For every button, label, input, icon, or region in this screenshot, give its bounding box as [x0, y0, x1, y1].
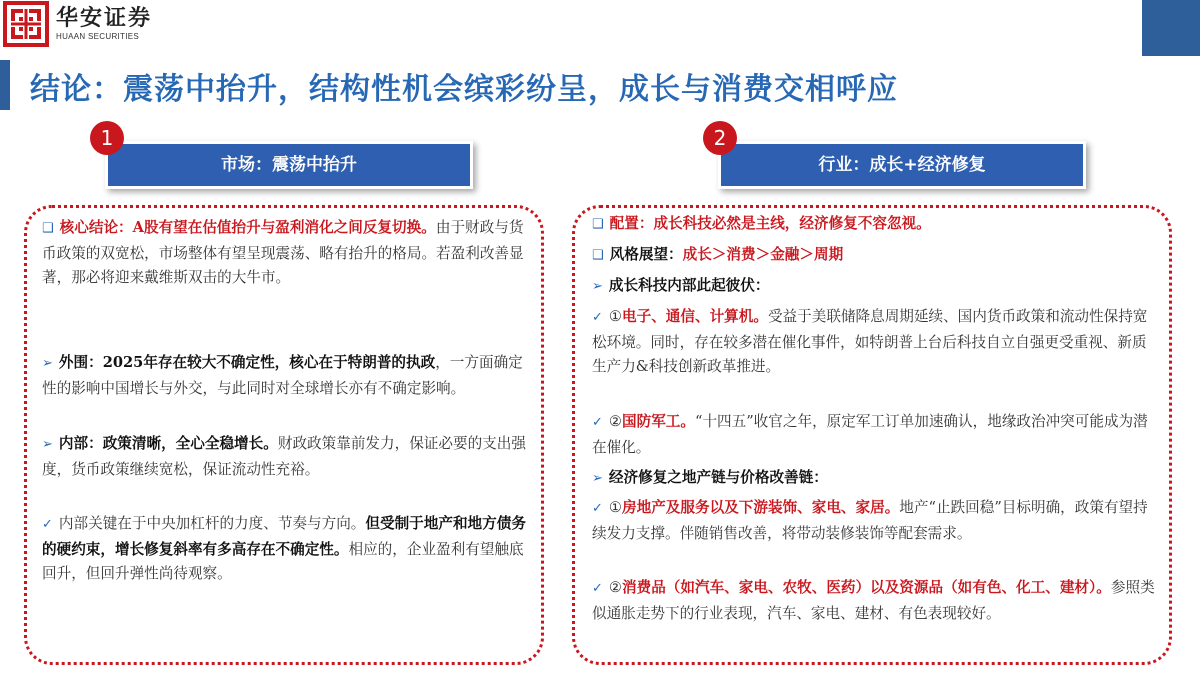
page-title: 结论：震荡中抬升，结构性机会缤彩纷呈，成长与消费交相呼应 [30, 72, 898, 107]
brand-name: 华安证券 [56, 5, 153, 31]
right-paragraph-4: ✓ ①电子、通信、计算机。受益于美联储降息周期延续、国内货币政策和流动性保持宽松环境。同时，存在较多潜在催化事件，如特朗普上台后科技自立自强更受重视、新质生产力&科技创新政革推进。 [592, 308, 1148, 375]
corner-accent [1142, 0, 1200, 56]
left-paragraph-1: ❑ 核心结论：A股有望在估值抬升与盈利消化之间反复切换。由于财政与货币政策的双宽松，市场整体有望呈现震荡、略有抬升的格局。若盈利改善显著，那必将迎来戴维斯双击的大牛市。 [42, 219, 524, 286]
brand [56, 4, 152, 41]
square-bullet-icon: ❑ [42, 221, 54, 236]
right-paragraph-5: ✓ ②国防军工。“十四五”收官之年，原定军工订单加速确认，地缘政治冲突可能成为潜在催化。 [592, 413, 1148, 456]
arrow-bullet-icon: ➢ [42, 437, 53, 452]
right-paragraph-7: ✓ ①房地产及服务以及下游装饰、家电、家居。地产“止跌回稳”目标明确，政策有望持续发力支撑。伴随销售改善，将带动装修装饰等配套需求。 [592, 499, 1148, 542]
left-paragraph-4: ✓ 内部关键在于中央加杠杆的力度、节奏与方向。但受制于地产和地方债务的硬约束，增长修复斜率有多高存在不确定性。相应的，企业盈利有望触底回升，但回升弹性尚待观察。 [42, 515, 526, 582]
right-paragraph-8: ✓ ②消费品（如汽车、家电、农牧、医药）以及资源品（如有色、化工、建材）。参照类似通胀走势下的行业表现，汽车、家电、建材、有色表现较好。 [592, 579, 1155, 622]
left-paragraph-3: ➢ 内部：政策清晰，全心全稳增长。财政政策靠前发力，保证必要的支出强度，货币政策继续宽松，保证流动性充裕。 [42, 435, 526, 478]
right-badge: 2 [703, 121, 737, 155]
arrow-bullet-icon: ➢ [592, 279, 603, 294]
right-paragraph-2: ❑ 风格展望：成长＞消费＞金融＞周期 [592, 246, 844, 263]
square-bullet-icon: ❑ [592, 248, 604, 263]
right-header: 行业：成长+经济修复 [718, 141, 1086, 189]
check-bullet-icon: ✓ [592, 581, 603, 596]
check-bullet-icon: ✓ [592, 310, 603, 325]
arrow-bullet-icon: ➢ [42, 356, 53, 371]
title-accent-bar [0, 60, 10, 110]
left-badge: 1 [90, 121, 124, 155]
check-bullet-icon: ✓ [592, 415, 603, 430]
square-bullet-icon: ❑ [592, 217, 604, 232]
check-bullet-icon: ✓ [592, 501, 603, 516]
huaan-logo-icon [2, 0, 50, 48]
arrow-bullet-icon: ➢ [592, 471, 603, 486]
left-paragraph-2: ➢ 外围：2025年存在较大不确定性，核心在于特朗普的执政，一方面确定性的影响中国增长与外交，与此同时对全球增长亦有不确定影响。 [42, 354, 523, 397]
right-paragraph-3: ➢ 成长科技内部此起彼伏： [592, 277, 770, 294]
right-paragraph-1: ❑ 配置：成长科技必然是主线，经济修复不容忽视。 [592, 215, 931, 232]
brand-name-en: HUAAN SECURITIES [56, 32, 140, 41]
right-paragraph-6: ➢ 经济修复之地产链与价格改善链： [592, 469, 828, 486]
left-header: 市场：震荡中抬升 [105, 141, 473, 189]
check-bullet-icon: ✓ [42, 517, 53, 532]
